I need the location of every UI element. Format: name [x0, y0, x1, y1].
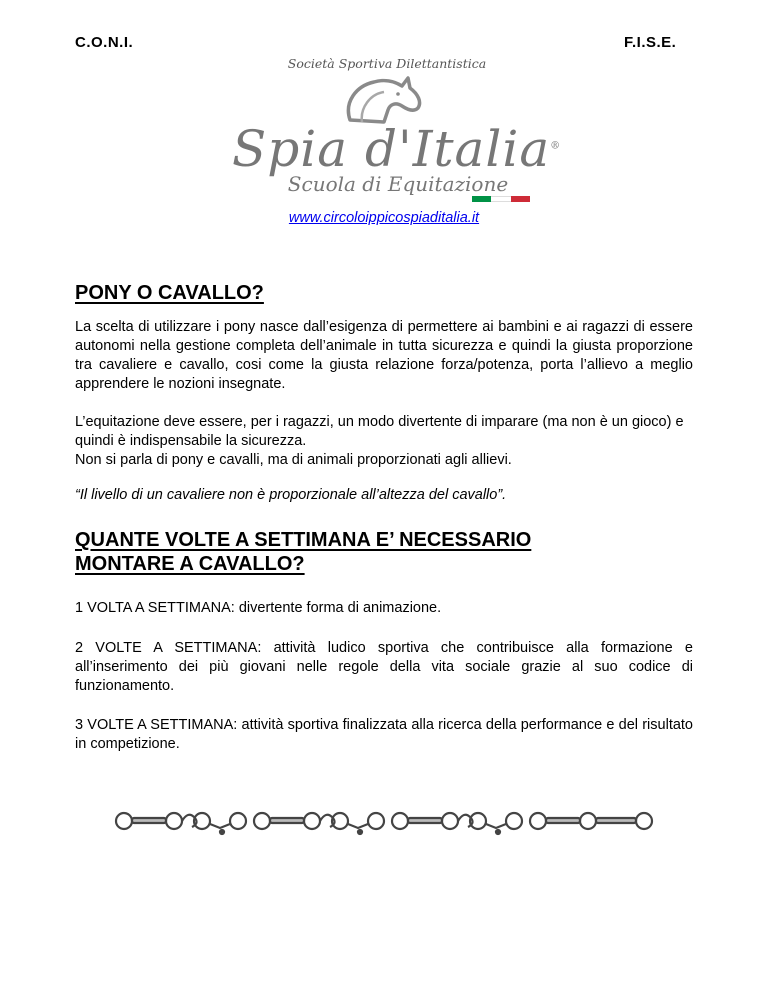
flag-red: [511, 196, 530, 202]
section1-paragraph1: La scelta di utilizzare i pony nasce dall’esigenza di permettere ai bambini e ai ragazzi di essere autonomi nella gestione completa dell’animale in tutta sicurezza e quindi la giusta proporzione tra cavaliere e cavallo, cosi come la giusta relazione forza/potenza, porta l’allievo a meglio apprendere le nozioni insegnate.: [75, 319, 693, 392]
logo-brand-text: Spia d'Italia: [232, 120, 551, 178]
header-coni: C.O.N.I.: [75, 34, 134, 51]
horse-bit-chain-icon: [110, 806, 658, 840]
flag-green: [472, 196, 491, 202]
logo-tagline: Società Sportiva Dilettantistica: [287, 56, 487, 71]
registered-mark: ®: [550, 140, 562, 152]
section1-title: PONY O CAVALLO?: [75, 282, 264, 304]
section2-item2: 2 VOLTE A SETTIMANA: attività ludico sportiva che contribuisce alla formazione e all’inserimento dei più giovani nelle regole della vita sociale grazie al suo codice di funzionamento.: [75, 640, 693, 694]
section1-quote: “Il livello di un cavaliere non è proporzionale all’altezza del cavallo”.: [75, 487, 507, 503]
section2-item1: 1 VOLTA A SETTIMANA: divertente forma di animazione.: [75, 600, 442, 616]
section1-paragraph3: Non si parla di pony e cavalli, ma di animali proporzionati agli allievi.: [75, 452, 512, 468]
italian-flag-stripe: [472, 196, 530, 202]
section1-paragraph2: L’equitazione deve essere, per i ragazzi, un modo divertente di imparare (ma non è un gioco) e quindi è indispensabile la sicurezza.: [75, 414, 684, 449]
section2-title-line2: MONTARE A CAVALLO?: [75, 553, 305, 575]
website-link[interactable]: www.circoloippicospiaditalia.it: [288, 210, 480, 226]
logo-subtitle: Scuola di Equitazione: [287, 172, 509, 196]
logo-brand: [232, 120, 562, 178]
flag-white: [491, 196, 510, 202]
section2-title-line1: QUANTE VOLTE A SETTIMANA E’ NECESSARIO: [75, 529, 532, 551]
club-logo: [232, 56, 562, 206]
header-fise: F.I.S.E.: [624, 34, 677, 51]
section2-item3: 3 VOLTE A SETTIMANA: attività sportiva finalizzata alla ricerca della performance e del risultato in competizione.: [75, 717, 693, 752]
